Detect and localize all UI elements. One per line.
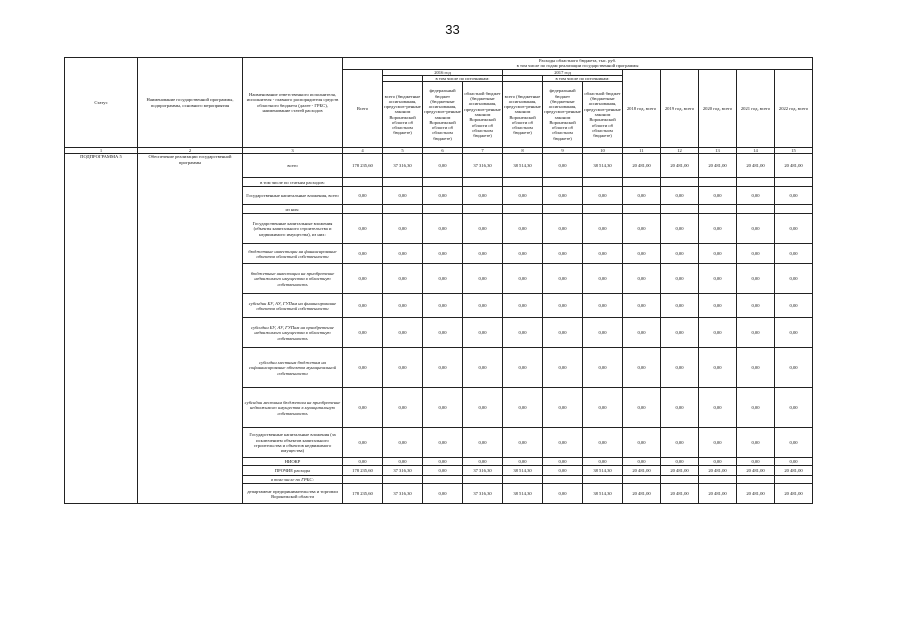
value-cell: 0,00 — [737, 264, 775, 294]
value-cell: 38 514,30 — [503, 484, 543, 504]
header-total-2017: всего (бюджетные ассигнования, предусмот-ренные законом Воронежской области об областном бюджете) — [503, 82, 543, 148]
value-cell: 0,00 — [661, 294, 699, 318]
value-cell — [343, 178, 383, 187]
expense-item-name: субсидии местным бюджетам на софинансирование объектов муниципальной собственности — [243, 348, 343, 388]
value-cell: 0,00 — [737, 244, 775, 264]
expense-item-name: субсидии БУ, АУ, ГУПам на финансирование объектов областной собственности — [243, 294, 343, 318]
value-cell: 0,00 — [383, 388, 423, 428]
expense-item-name: НИОКР — [243, 458, 343, 466]
value-cell — [699, 476, 737, 484]
value-cell: 0,00 — [423, 318, 463, 348]
value-cell: 178 235,60 — [343, 154, 383, 178]
header-2020: 2020 год, всего — [699, 69, 737, 148]
value-cell: 0,00 — [463, 214, 503, 244]
value-cell: 38 514,30 — [583, 154, 623, 178]
value-cell — [623, 178, 661, 187]
header-federal-2016: федеральный бюджет (бюджетные ассигнования, предусмот-ренные законом Воронежской области об областном бюджете) — [423, 82, 463, 148]
value-cell: 38 514,30 — [583, 484, 623, 504]
value-cell: 0,00 — [423, 458, 463, 466]
value-cell: 0,00 — [543, 458, 583, 466]
expense-item-name: всего — [243, 154, 343, 178]
expense-item-name: Государственные капитальные вложения (за исключением объектов капитального строительства и объектов недвижимого имущества) — [243, 428, 343, 458]
value-cell — [503, 178, 543, 187]
expense-item-name: ПРОЧИЕ расходы — [243, 466, 343, 476]
value-cell: 0,00 — [543, 244, 583, 264]
header-total-2016: всего (бюджетные ассигнования, предусмот-ренные законом Воронежской области об областном бюджете) — [383, 82, 423, 148]
value-cell: 0,00 — [463, 264, 503, 294]
header-expenses — [343, 58, 813, 70]
value-cell: 0,00 — [737, 388, 775, 428]
expense-item-name: бюджетные инвестиции на финансирование объектов областной собственности — [243, 244, 343, 264]
value-cell: 0,00 — [343, 428, 383, 458]
value-cell: 20 481,00 — [699, 466, 737, 476]
value-cell: 0,00 — [583, 458, 623, 466]
value-cell: 0,00 — [463, 388, 503, 428]
value-cell: 0,00 — [383, 187, 423, 205]
value-cell — [661, 205, 699, 214]
value-cell: 0,00 — [503, 348, 543, 388]
value-cell: 37 316,30 — [383, 466, 423, 476]
table-row — [65, 154, 813, 178]
value-cell: 0,00 — [583, 187, 623, 205]
value-cell: 38 514,30 — [503, 154, 543, 178]
value-cell: 0,00 — [661, 187, 699, 205]
value-cell: 0,00 — [737, 428, 775, 458]
value-cell: 0,00 — [583, 388, 623, 428]
value-cell: 0,00 — [699, 318, 737, 348]
value-cell: 0,00 — [543, 154, 583, 178]
value-cell: 0,00 — [699, 348, 737, 388]
header-regional-2017: областной бюджет (бюджетные ассигнования, предусмот-ренные законом Воронежской области об областном бюджете) — [583, 82, 623, 148]
value-cell: 37 316,30 — [463, 484, 503, 504]
value-cell: 0,00 — [775, 187, 813, 205]
value-cell: 178 235,60 — [343, 466, 383, 476]
value-cell — [543, 178, 583, 187]
column-number: 11 — [623, 148, 661, 154]
column-number: 8 — [503, 148, 543, 154]
value-cell: 0,00 — [623, 388, 661, 428]
value-cell: 0,00 — [383, 348, 423, 388]
header-2022: 2022 год, всего — [775, 69, 813, 148]
value-cell: 0,00 — [775, 214, 813, 244]
value-cell: 0,00 — [623, 214, 661, 244]
value-cell: 0,00 — [383, 318, 423, 348]
value-cell — [343, 205, 383, 214]
value-cell — [623, 476, 661, 484]
value-cell — [737, 205, 775, 214]
column-number: 1 — [65, 148, 138, 154]
value-cell: 0,00 — [623, 294, 661, 318]
value-cell — [775, 476, 813, 484]
column-number: 14 — [737, 148, 775, 154]
value-cell: 0,00 — [583, 264, 623, 294]
value-cell: 0,00 — [383, 244, 423, 264]
value-cell: 0,00 — [503, 428, 543, 458]
value-cell: 0,00 — [543, 294, 583, 318]
value-cell: 0,00 — [699, 244, 737, 264]
value-cell: 0,00 — [699, 294, 737, 318]
value-cell: 0,00 — [661, 458, 699, 466]
header-program-name: Наименование государственной программы, подпрограммы, основного мероприятия — [138, 58, 243, 148]
value-cell: 0,00 — [383, 264, 423, 294]
value-cell — [383, 178, 423, 187]
value-cell: 37 316,30 — [383, 154, 423, 178]
value-cell — [775, 205, 813, 214]
value-cell — [661, 476, 699, 484]
value-cell: 20 481,00 — [661, 484, 699, 504]
column-number: 5 — [383, 148, 423, 154]
value-cell — [543, 205, 583, 214]
value-cell: 37 316,30 — [463, 154, 503, 178]
column-number: 3 — [243, 148, 343, 154]
header-top-line1: Расходы областного бюджета, тыс. руб. — [538, 58, 617, 63]
value-cell — [623, 205, 661, 214]
value-cell: 0,00 — [699, 388, 737, 428]
value-cell: 0,00 — [383, 214, 423, 244]
value-cell: 0,00 — [343, 187, 383, 205]
expense-item-name: бюджетные инвестиции на приобретение недвижимого имущества в областную собственность — [243, 264, 343, 294]
header-executor: Наименование ответственного исполнителя, исполнителя - главного распорядителя средств областного бюджета (далее - ГРБС), наименование статей расходов — [243, 58, 343, 148]
status-cell: ПОДПРОГРАММА 5 — [65, 154, 138, 504]
value-cell: 0,00 — [583, 294, 623, 318]
value-cell — [737, 476, 775, 484]
value-cell: 0,00 — [343, 214, 383, 244]
value-cell: 0,00 — [383, 428, 423, 458]
value-cell: 0,00 — [543, 388, 583, 428]
value-cell: 0,00 — [583, 244, 623, 264]
value-cell: 0,00 — [623, 264, 661, 294]
value-cell: 0,00 — [423, 388, 463, 428]
column-number: 13 — [699, 148, 737, 154]
header-sources-2016: в том числе по источникам: — [423, 75, 503, 81]
value-cell: 0,00 — [543, 214, 583, 244]
value-cell: 0,00 — [423, 187, 463, 205]
header-total: Всего — [343, 69, 383, 148]
header-regional-2016: областной бюджет (бюджетные ассигнования, предусмот-ренные законом Воронежской области об областном бюджете) — [463, 82, 503, 148]
value-cell — [699, 178, 737, 187]
value-cell: 20 481,00 — [623, 484, 661, 504]
value-cell: 20 481,00 — [775, 484, 813, 504]
value-cell: 0,00 — [503, 187, 543, 205]
value-cell: 0,00 — [383, 458, 423, 466]
value-cell: 0,00 — [737, 214, 775, 244]
expense-item-name: из них: — [243, 205, 343, 214]
value-cell: 0,00 — [343, 458, 383, 466]
value-cell: 0,00 — [737, 458, 775, 466]
value-cell: 0,00 — [661, 348, 699, 388]
value-cell: 0,00 — [623, 428, 661, 458]
value-cell — [343, 476, 383, 484]
value-cell: 20 481,00 — [661, 154, 699, 178]
page-number: 33 — [445, 22, 460, 37]
value-cell: 37 316,30 — [383, 484, 423, 504]
value-cell — [423, 205, 463, 214]
value-cell: 38 514,30 — [583, 466, 623, 476]
header-year-2016: 2016 год — [383, 69, 503, 75]
value-cell: 0,00 — [463, 294, 503, 318]
value-cell: 0,00 — [503, 458, 543, 466]
value-cell — [463, 476, 503, 484]
header-federal-2017: федеральный бюджет (бюджетные ассигнования, предусмот-ренные законом Воронежской области об областном бюджете) — [543, 82, 583, 148]
value-cell: 0,00 — [623, 458, 661, 466]
value-cell: 0,00 — [463, 458, 503, 466]
column-number: 6 — [423, 148, 463, 154]
expense-item-name: в том числе по ГРБС: — [243, 476, 343, 484]
value-cell: 0,00 — [503, 294, 543, 318]
value-cell: 0,00 — [463, 318, 503, 348]
value-cell: 38 514,30 — [503, 466, 543, 476]
value-cell: 0,00 — [775, 294, 813, 318]
value-cell: 0,00 — [343, 294, 383, 318]
value-cell — [583, 205, 623, 214]
budget-sheet — [64, 57, 812, 504]
header-sources-2017: в том числе по источникам: — [543, 75, 623, 81]
value-cell — [543, 476, 583, 484]
value-cell: 0,00 — [661, 428, 699, 458]
value-cell — [583, 476, 623, 484]
value-cell: 0,00 — [423, 484, 463, 504]
value-cell: 0,00 — [503, 244, 543, 264]
value-cell: 0,00 — [423, 264, 463, 294]
value-cell — [775, 178, 813, 187]
value-cell: 0,00 — [583, 318, 623, 348]
value-cell: 0,00 — [661, 318, 699, 348]
value-cell: 0,00 — [423, 348, 463, 388]
value-cell: 0,00 — [623, 348, 661, 388]
table-body — [65, 154, 813, 504]
value-cell: 0,00 — [423, 294, 463, 318]
value-cell: 0,00 — [661, 244, 699, 264]
value-cell: 0,00 — [463, 348, 503, 388]
value-cell — [423, 476, 463, 484]
value-cell: 0,00 — [343, 264, 383, 294]
value-cell: 20 481,00 — [623, 154, 661, 178]
expense-item-name: департамент предпринимательства и торговли Воронежской области — [243, 484, 343, 504]
value-cell: 0,00 — [737, 187, 775, 205]
value-cell: 0,00 — [543, 318, 583, 348]
expense-item-name: субсидии БУ, АУ, ГУПам на приобретение недвижимого имущества в областную собственность — [243, 318, 343, 348]
column-number: 15 — [775, 148, 813, 154]
header-2018: 2018 год, всего — [623, 69, 661, 148]
value-cell: 0,00 — [623, 187, 661, 205]
value-cell: 0,00 — [623, 318, 661, 348]
value-cell: 37 316,30 — [463, 466, 503, 476]
value-cell: 0,00 — [423, 214, 463, 244]
column-number: 10 — [583, 148, 623, 154]
value-cell: 0,00 — [775, 318, 813, 348]
value-cell: 0,00 — [343, 244, 383, 264]
value-cell: 0,00 — [623, 244, 661, 264]
column-number: 2 — [138, 148, 243, 154]
value-cell: 0,00 — [699, 458, 737, 466]
header-year-2017: 2017 год — [503, 69, 623, 75]
value-cell — [503, 205, 543, 214]
program-cell: Обеспечение реализации государственной программы — [138, 154, 243, 504]
value-cell: 20 481,00 — [737, 466, 775, 476]
value-cell — [737, 178, 775, 187]
value-cell — [699, 205, 737, 214]
value-cell: 0,00 — [583, 348, 623, 388]
value-cell: 0,00 — [661, 388, 699, 428]
header-2021: 2021 год, всего — [737, 69, 775, 148]
value-cell: 178 235,60 — [343, 484, 383, 504]
value-cell: 0,00 — [343, 348, 383, 388]
header-2019: 2019 год, всего — [661, 69, 699, 148]
header-status: Статус — [65, 58, 138, 148]
value-cell: 0,00 — [661, 264, 699, 294]
value-cell: 0,00 — [775, 244, 813, 264]
value-cell: 0,00 — [699, 214, 737, 244]
value-cell: 20 481,00 — [737, 154, 775, 178]
column-number: 7 — [463, 148, 503, 154]
value-cell: 0,00 — [503, 318, 543, 348]
value-cell: 0,00 — [503, 214, 543, 244]
value-cell: 0,00 — [383, 294, 423, 318]
value-cell: 0,00 — [583, 214, 623, 244]
value-cell: 0,00 — [775, 348, 813, 388]
value-cell: 20 481,00 — [775, 466, 813, 476]
value-cell: 0,00 — [423, 154, 463, 178]
expense-item-name: Государственные капитальные вложения (объекты капитального строительства и недвижимого имущества), из них: — [243, 214, 343, 244]
value-cell: 0,00 — [775, 388, 813, 428]
value-cell: 0,00 — [423, 466, 463, 476]
value-cell — [423, 178, 463, 187]
value-cell: 0,00 — [343, 388, 383, 428]
value-cell: 0,00 — [503, 264, 543, 294]
value-cell — [383, 205, 423, 214]
column-number: 12 — [661, 148, 699, 154]
value-cell: 0,00 — [543, 484, 583, 504]
value-cell: 0,00 — [463, 187, 503, 205]
value-cell — [503, 476, 543, 484]
value-cell: 0,00 — [775, 264, 813, 294]
value-cell — [463, 205, 503, 214]
value-cell: 20 481,00 — [775, 154, 813, 178]
value-cell: 0,00 — [423, 244, 463, 264]
value-cell: 0,00 — [583, 428, 623, 458]
column-number: 9 — [543, 148, 583, 154]
value-cell: 20 481,00 — [699, 154, 737, 178]
value-cell — [661, 178, 699, 187]
value-cell: 0,00 — [699, 187, 737, 205]
value-cell: 0,00 — [543, 428, 583, 458]
value-cell — [583, 178, 623, 187]
value-cell: 0,00 — [699, 264, 737, 294]
header-top-line2: в том числе по годам реализации государственной программы — [516, 63, 639, 69]
value-cell: 0,00 — [543, 348, 583, 388]
value-cell: 20 481,00 — [737, 484, 775, 504]
expense-item-name: субсидии местным бюджетам на приобретение недвижимого имущества в муниципальную собственность — [243, 388, 343, 428]
value-cell: 0,00 — [661, 214, 699, 244]
value-cell: 0,00 — [543, 187, 583, 205]
expense-item-name: в том числе по статьям расходов: — [243, 178, 343, 187]
value-cell: 0,00 — [737, 294, 775, 318]
value-cell: 0,00 — [463, 244, 503, 264]
value-cell: 0,00 — [737, 318, 775, 348]
budget-table — [64, 57, 813, 504]
value-cell: 20 481,00 — [623, 466, 661, 476]
value-cell: 0,00 — [775, 428, 813, 458]
value-cell: 0,00 — [463, 428, 503, 458]
value-cell: 0,00 — [543, 466, 583, 476]
value-cell: 0,00 — [699, 428, 737, 458]
value-cell: 0,00 — [343, 318, 383, 348]
value-cell: 20 481,00 — [699, 484, 737, 504]
column-number: 4 — [343, 148, 383, 154]
value-cell: 0,00 — [775, 458, 813, 466]
value-cell: 0,00 — [543, 264, 583, 294]
value-cell — [463, 178, 503, 187]
expense-item-name: Государственные капитальные вложения, всего — [243, 187, 343, 205]
value-cell: 20 481,00 — [661, 466, 699, 476]
value-cell — [383, 476, 423, 484]
value-cell: 0,00 — [423, 428, 463, 458]
value-cell: 0,00 — [737, 348, 775, 388]
value-cell: 0,00 — [503, 388, 543, 428]
